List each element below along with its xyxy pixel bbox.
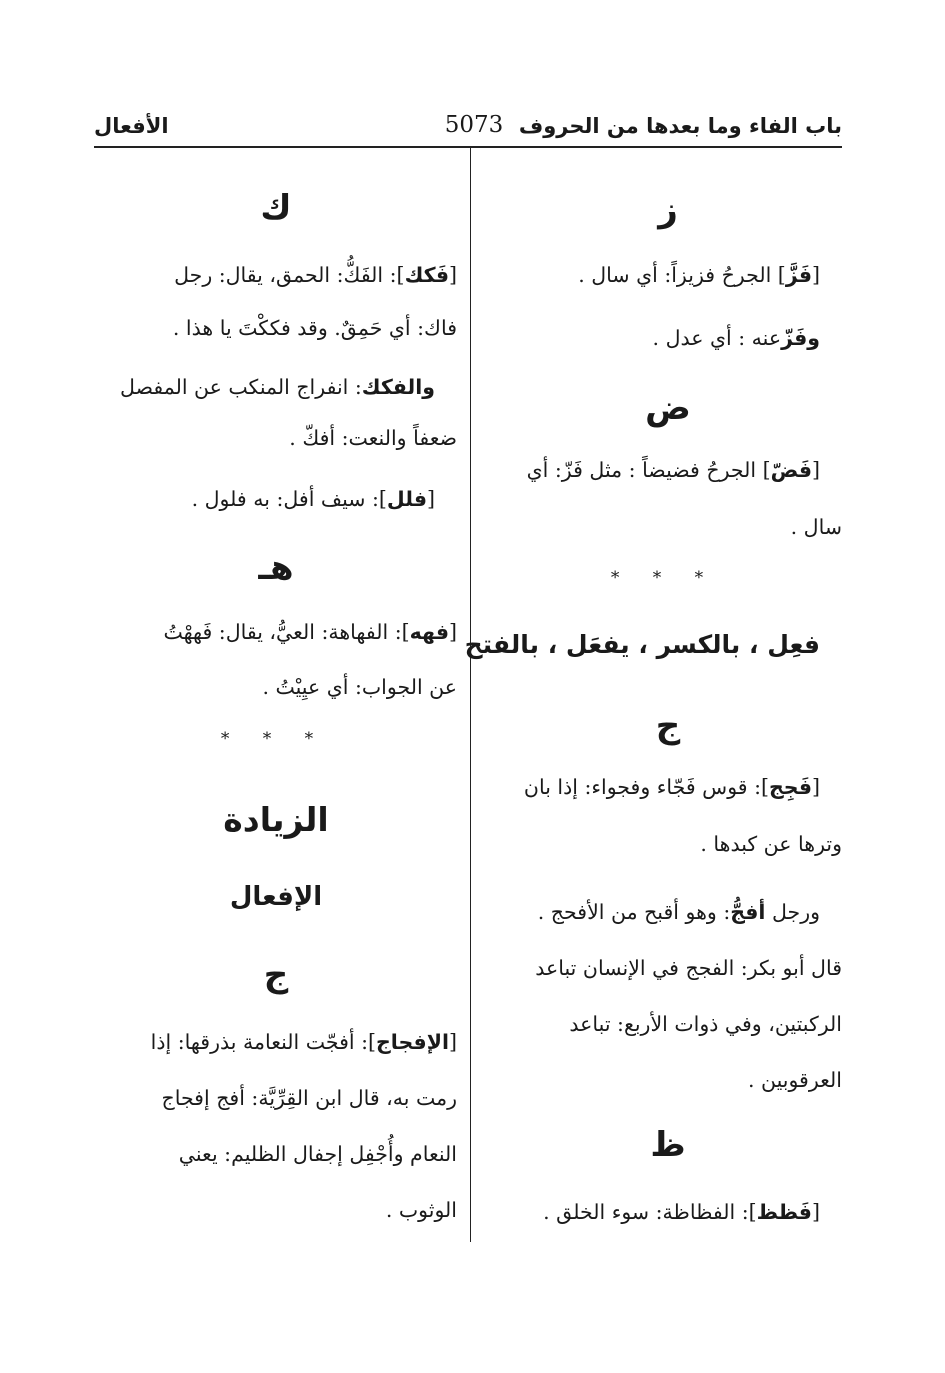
entry-headword: فهه (409, 620, 449, 644)
entry-afajj-line4: العرقوبين . (747, 1068, 842, 1092)
entry-headword: فَضّ (770, 458, 812, 482)
entry-fakak-line1: والفكك: انفراج المنكب عن المفصل (120, 375, 435, 399)
letter-heading-za: ظ (650, 1125, 686, 1165)
entry-headword: أفجُّ (730, 900, 766, 924)
entry-fajj-line1: [فَجِج]: قوس فَجّاء وفجواء: إذا بان (523, 775, 820, 799)
section-separator-stars: * * * (610, 568, 718, 588)
page-number: 5073 (444, 112, 504, 138)
entry-ifjaj-line2: رمت به، قال ابن القِرِّيَّة: أفج إفجاج (161, 1086, 457, 1110)
section-heading-ziyada: الزيادة (223, 800, 329, 839)
section-separator-stars: * * * (220, 729, 328, 749)
letter-heading-ha: هـ (258, 548, 294, 588)
section-title: الأفعال (94, 114, 169, 138)
entry-headword: فَجِج (769, 775, 812, 799)
entry-fazz-2: وفَزّعنه : أي عدل . (652, 326, 820, 350)
entry-fazaz: [فَظظ]: الفظاظة: سوء الخلق . (543, 1200, 820, 1224)
entry-fadd-line1: [فَضّ] الجرحُ فضيضاً : مثل فَزّ: أي (526, 458, 820, 482)
entry-headword: والفكك (361, 375, 435, 399)
entry-headword: فَظظ (756, 1200, 812, 1224)
chapter-title: باب الفاء وما بعدها من الحروف (518, 114, 842, 138)
letter-heading-jim: ج (263, 955, 289, 995)
letter-heading-z: ز (658, 190, 678, 230)
header-rule (94, 146, 842, 148)
entry-headword: الإفجاج (376, 1030, 449, 1054)
entry-headword: فلل (386, 487, 427, 511)
entry-fahh-line2: عن الجواب: أي عيِيْتُ . (262, 675, 457, 699)
section-heading-fail: فعِل ، بالكسر ، يفعَل ، بالفتح (464, 630, 820, 659)
entry-headword: فَكك (404, 263, 449, 287)
entry-headword: وفَزّ (781, 326, 820, 350)
entry-ifjaj-line4: الوثوب . (385, 1198, 457, 1222)
entry-fazz: [فَزَّ] الجرحُ فزيزاً: أي سال . (578, 263, 820, 287)
entry-afajj-line3: الركبتين، وفي ذوات الأربع: تباعد (569, 1012, 842, 1036)
entry-ifjaj-line3: النعام وأُجْفِل إجفال الظليم: يعني (178, 1142, 457, 1166)
column-divider (470, 148, 471, 1242)
entry-fakk-line1: [فَكك]: الفَكُّ: الحمق، يقال: رجل (174, 263, 457, 287)
entry-headword: فَزَّ (785, 263, 812, 287)
entry-fakk-line2: فاك: أي حَمِقٌ. وقد فككْتَ يا هذا . (172, 316, 457, 340)
entry-fahh-line1: [فهه]: الفهاهة: العيُّ، يقال: فَههْتُ (163, 620, 457, 644)
entry-ifjaj-line1: [الإفجاج]: أفجّت النعامة بذرقها: إذا (150, 1030, 457, 1054)
letter-heading-kaf: ك (260, 188, 292, 228)
letter-heading-dad: ض (645, 388, 691, 428)
page-header (94, 108, 842, 144)
entry-afajj-line2: قال أبو بكر: الفجج في الإنسان تباعد (535, 956, 842, 980)
entry-fall: [فلل]: سيف أفل: به فلول . (191, 487, 435, 511)
letter-heading-jim: ج (655, 706, 681, 746)
entry-fajj-line2: وترها عن كبدها . (700, 832, 842, 856)
entry-fadd-line2: سال . (790, 515, 842, 539)
entry-afajj-line1: ورجل أفجُّ: وهو أقبح من الأفحج . (537, 900, 820, 924)
entry-fakak-line2: ضعفاً والنعت: أفكّ . (289, 426, 457, 450)
section-heading-ifal: الإفعال (229, 882, 323, 912)
